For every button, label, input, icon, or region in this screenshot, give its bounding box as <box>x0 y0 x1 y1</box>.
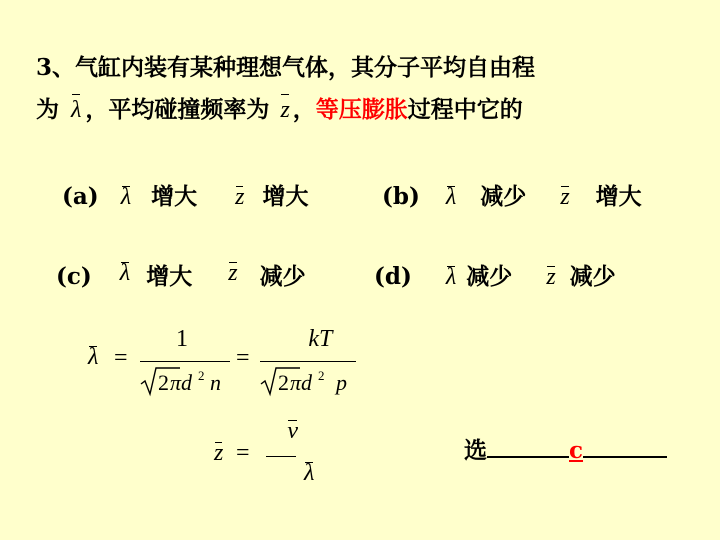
question-line-1 <box>36 50 535 86</box>
formula1-equals-1: = <box>114 345 128 371</box>
formula2-fraction-line <box>266 456 296 457</box>
option-lambda-change: 增大 <box>151 183 198 210</box>
formula1-denominator-1 <box>140 364 232 398</box>
question-prefix: 为 <box>36 96 59 123</box>
answer-blank-left <box>487 430 569 458</box>
option-lambda-change: 减少 <box>480 183 527 210</box>
svg-text:2: 2 <box>198 368 205 383</box>
formula1-denominator-2 <box>260 364 358 398</box>
formula1-fraction-line-1 <box>140 361 230 362</box>
svg-text:2: 2 <box>158 370 169 395</box>
option-z-change: 增大 <box>262 183 309 210</box>
lambda-bar-symbol: λ <box>445 184 457 210</box>
question-suffix: 过程中它的 <box>407 96 523 123</box>
answer-blank-right <box>583 430 667 458</box>
answer-line <box>464 430 667 465</box>
formula1-numerator-1: 1 <box>176 326 188 352</box>
svg-text:2: 2 <box>278 370 289 395</box>
z-bar-symbol: z <box>228 260 238 286</box>
question-comma: ， <box>292 96 316 123</box>
formula1-numerator-2: kT <box>308 326 333 352</box>
formula2-equals: = <box>236 440 250 466</box>
answer-prefix: 选 <box>464 437 487 464</box>
formula1-lambda: λ <box>88 344 99 370</box>
option-lambda-change: 减少 <box>466 263 513 290</box>
highlight-isobaric-expansion: 等压膨胀 <box>315 96 408 123</box>
option-d <box>374 258 616 291</box>
answer-choice: c <box>569 437 584 464</box>
lambda-bar-symbol: λ <box>445 264 457 290</box>
sqrt-2-pi-d2-n <box>140 364 232 398</box>
formula2-z: z <box>214 440 224 466</box>
option-z-change: 减少 <box>259 263 306 290</box>
formula1-fraction-line-2 <box>260 361 356 362</box>
option-label: (a) <box>62 183 99 210</box>
svg-text:n: n <box>210 370 221 395</box>
sqrt-2-pi-d2-p <box>260 364 358 398</box>
formula-collision-frequency <box>214 418 315 498</box>
lambda-bar-symbol: λ <box>120 184 132 210</box>
formula1-equals-2: = <box>236 345 250 371</box>
formula-mean-free-path <box>88 326 378 406</box>
z-bar-symbol: z <box>546 264 556 290</box>
formula2-numerator-v: v <box>287 418 298 444</box>
lambda-bar-symbol: λ <box>119 260 131 286</box>
option-label: (c) <box>56 263 92 290</box>
svg-text:πd: πd <box>170 370 193 395</box>
option-c <box>56 258 306 291</box>
svg-text:πd: πd <box>290 370 313 395</box>
z-bar-symbol: z <box>235 184 245 210</box>
z-bar-symbol: z <box>560 184 570 210</box>
question-number: 3、 <box>36 54 76 81</box>
question-text-line1: 气缸内装有某种理想气体，其分子平均自由程 <box>75 54 536 81</box>
svg-text:p: p <box>336 370 347 395</box>
option-label: (b) <box>382 183 420 210</box>
option-z-change: 增大 <box>595 183 642 210</box>
question-line-2 <box>36 92 523 128</box>
formula2-denominator-lambda: λ <box>304 460 315 486</box>
question-mid: ，平均碰撞频率为 <box>85 96 270 123</box>
option-lambda-change: 增大 <box>146 263 193 290</box>
option-label: (d) <box>374 263 412 290</box>
option-b <box>382 178 642 211</box>
option-a <box>62 178 308 211</box>
svg-text:2: 2 <box>318 368 325 383</box>
option-z-change: 减少 <box>569 263 616 290</box>
lambda-bar-symbol: λ <box>71 92 81 128</box>
z-bar-symbol: z <box>280 92 289 128</box>
